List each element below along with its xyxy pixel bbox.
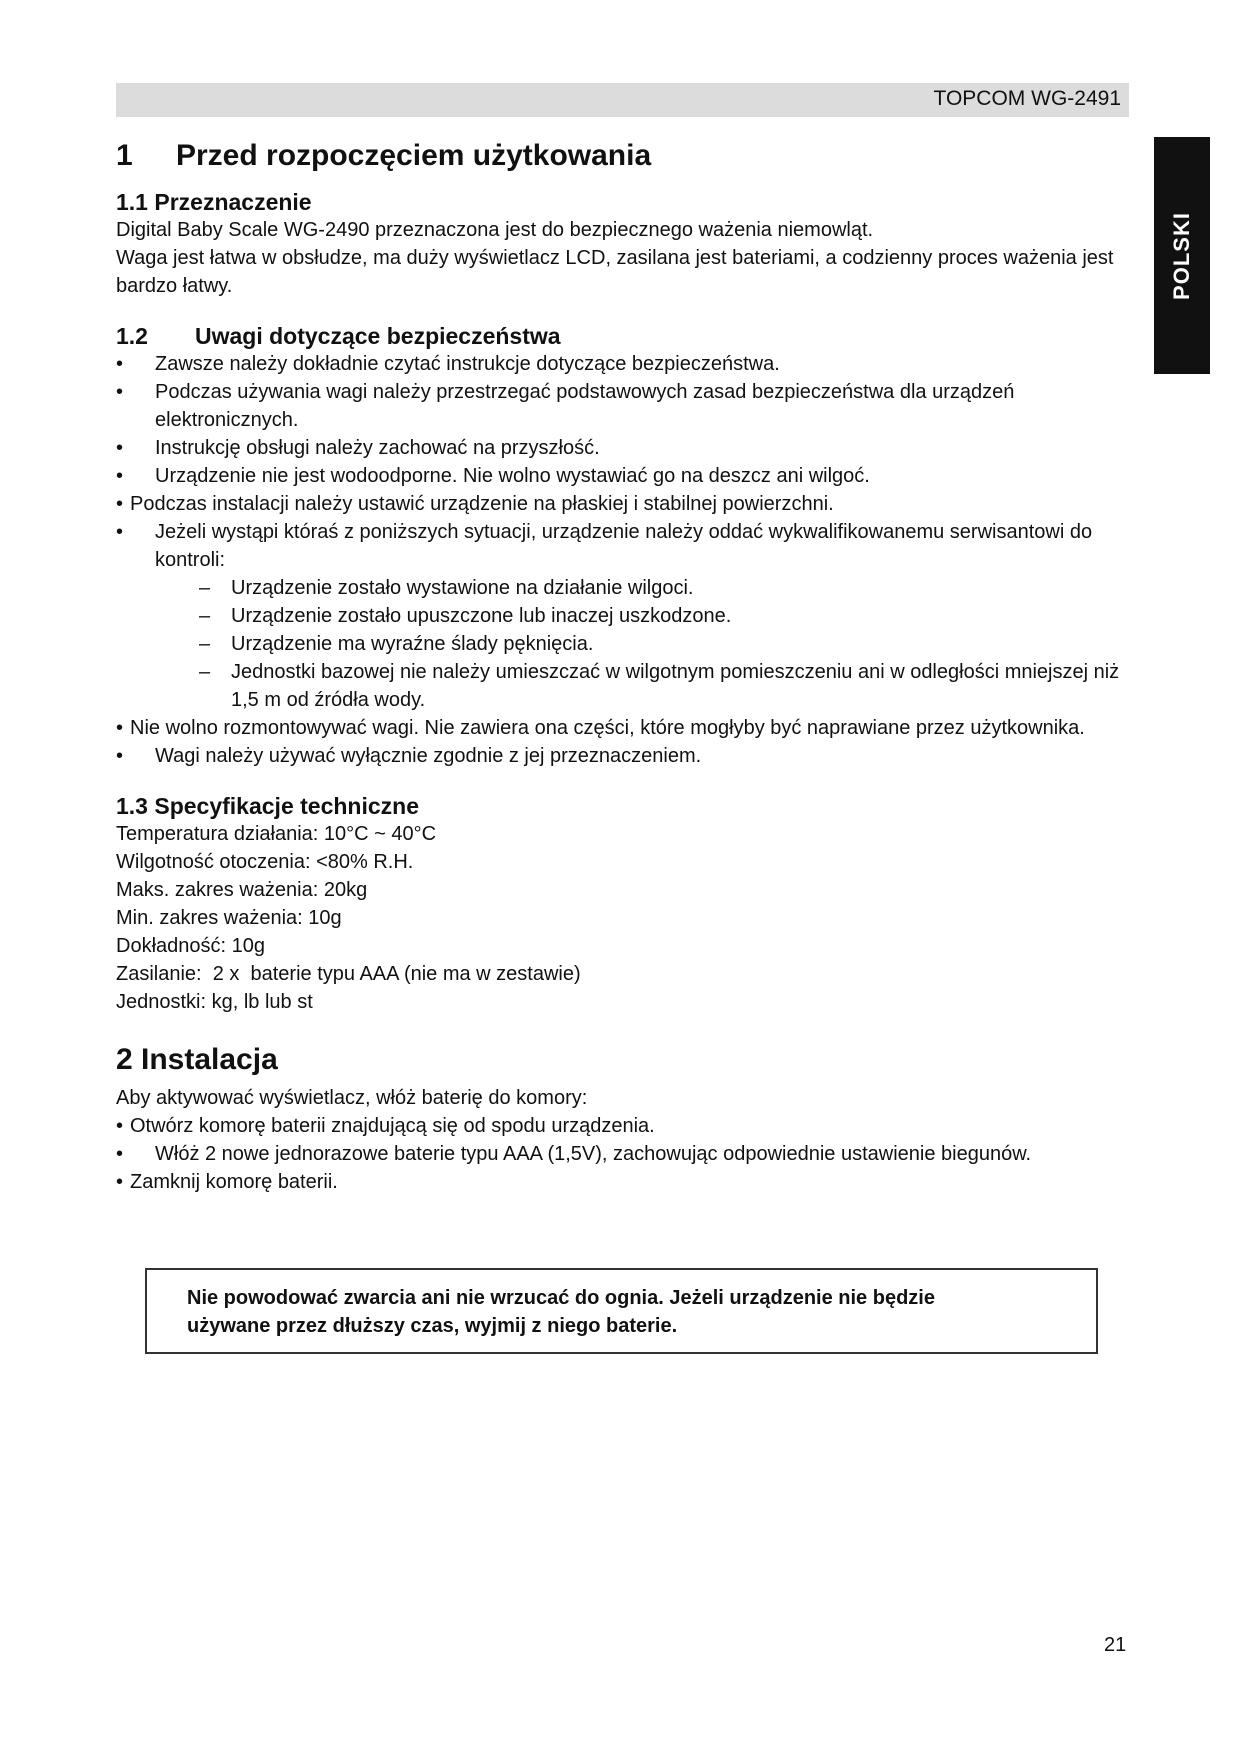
section-1-title: Przed rozpoczęciem użytkowania: [176, 139, 652, 172]
language-tab: [1154, 137, 1210, 374]
section-1-number: 1: [116, 139, 133, 172]
list-item: • Zawsze należy dokładnie czytać instrukcje dotyczące bezpieczeństwa.: [116, 350, 1126, 378]
list-item: – Urządzenie ma wyraźne ślady pęknięcia.: [199, 630, 1126, 658]
warning-line: Nie powodować zwarcia ani nie wrzucać do ognia. Jeżeli urządzenie nie będzie: [187, 1287, 935, 1309]
safety-list: [116, 350, 1126, 574]
language-tab-label: POLSKI: [1169, 211, 1194, 300]
paragraph: Waga jest łatwa w obsłudze, ma duży wyświetlacz LCD, zasilana jest bateriami, a codzienny proces ważenia jest bardzo łatwy.: [116, 247, 1114, 297]
list-item: • Nie wolno rozmontowywać wagi. Nie zawiera ona części, które mogłyby być naprawiane przez użytkownika.: [116, 714, 1126, 742]
list-item: – Urządzenie zostało upuszczone lub inaczej uszkodzone.: [199, 602, 1126, 630]
list-item: • Wagi należy używać wyłącznie zgodnie z jej przeznaczeniem.: [116, 742, 1126, 770]
section-1-2: [116, 322, 1126, 770]
spec-line: Temperatura działania: 10°C ~ 40°C: [116, 823, 437, 845]
section-2: [116, 1036, 1126, 1196]
list-item: • Otwórz komorę baterii znajdującą się od spodu urządzenia.: [116, 1112, 1126, 1140]
section-1-heading: [116, 132, 1126, 180]
list-item: • Urządzenie nie jest wodoodporne. Nie wolno wystawiać go na deszcz ani wilgoć.: [116, 462, 1126, 490]
safety-list-continued: [116, 714, 1126, 770]
list-item: – Jednostki bazowej nie należy umieszczać w wilgotnym pomieszczeniu ani w odległości mniejszej niż 1,5 m od źródła wody.: [199, 658, 1126, 714]
header-title: TOPCOM WG-2491: [933, 87, 1121, 110]
section-1-2-title: Uwagi dotyczące bezpieczeństwa: [195, 323, 561, 349]
list-item: • Jeżeli wystąpi któraś z poniższych sytuacji, urządzenie należy oddać wykwalifikowanemu serwisantowi do kontroli:: [116, 518, 1126, 574]
spec-line: Jednostki: kg, lb lub st: [116, 991, 313, 1013]
header-bar: [116, 83, 1129, 117]
battery-warning-box: [145, 1268, 1098, 1354]
list-item: • Instrukcję obsługi należy zachować na przyszłość.: [116, 434, 1126, 462]
section-1-1: [116, 188, 1126, 300]
list-item: • Podczas używania wagi należy przestrzegać podstawowych zasad bezpieczeństwa dla urządzeń elektronicznych.: [116, 378, 1126, 434]
section-1-1-title: 1.1 Przeznaczenie: [116, 189, 312, 215]
section-1-2-heading: [116, 322, 1126, 350]
spec-line: Maks. zakres ważenia: 20kg: [116, 879, 368, 901]
spec-line: Min. zakres ważenia: 10g: [116, 907, 342, 929]
paragraph: Aby aktywować wyświetlacz, włóż baterię do komory:: [116, 1087, 588, 1109]
condition-list: [116, 574, 1126, 714]
list-item: • Podczas instalacji należy ustawić urządzenie na płaskiej i stabilnej powierzchni.: [116, 490, 1126, 518]
section-1-2-number: 1.2: [116, 323, 148, 349]
spec-line: Dokładność: 10g: [116, 935, 265, 957]
spec-line: Zasilanie: 2 x baterie typu AAA (nie ma w zestawie): [116, 963, 581, 985]
section-1-3-title: 1.3 Specyfikacje techniczne: [116, 793, 419, 819]
spec-line: Wilgotność otoczenia: <80% R.H.: [116, 851, 414, 873]
page-number: 21: [1104, 1634, 1127, 1656]
paragraph: Digital Baby Scale WG-2490 przeznaczona jest do bezpiecznego ważenia niemowląt.: [116, 219, 874, 241]
install-list: [116, 1112, 1126, 1196]
section-1-3: [116, 792, 1126, 1016]
page-content: [116, 132, 1126, 1196]
section-2-title: 2 Instalacja: [116, 1043, 278, 1076]
list-item: • Włóż 2 nowe jednorazowe baterie typu AAA (1,5V), zachowując odpowiednie ustawienie biegunów.: [116, 1140, 1126, 1168]
list-item: – Urządzenie zostało wystawione na działanie wilgoci.: [199, 574, 1126, 602]
list-item: • Zamknij komorę baterii.: [116, 1168, 1126, 1196]
warning-line: używane przez dłuższy czas, wyjmij z niego baterie.: [187, 1315, 678, 1337]
